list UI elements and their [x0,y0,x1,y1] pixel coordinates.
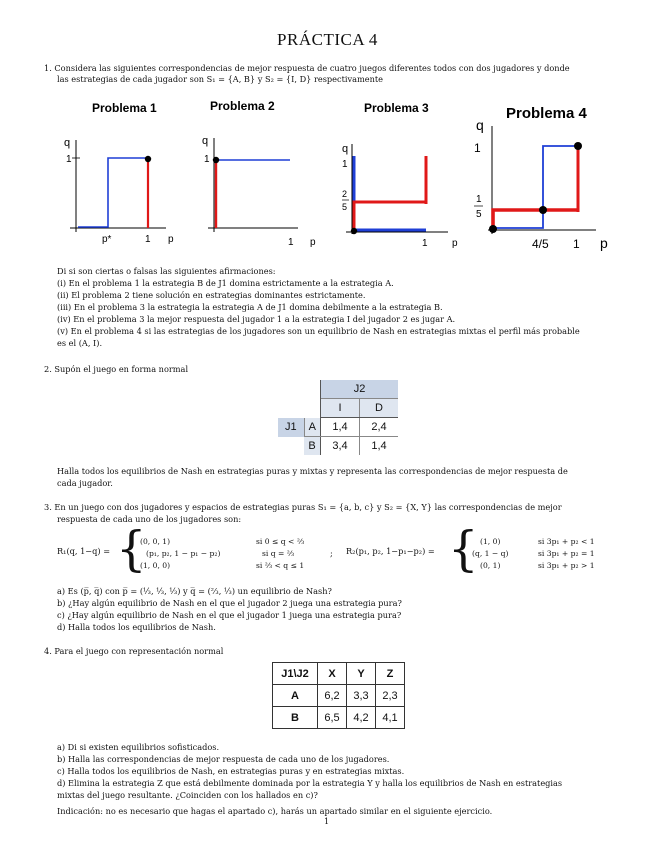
q1-item: (v) En el problema 4 si las estrategias de los jugadores son un equilibrio de Nash en estrategias mixtas el perfil más probable [57,326,580,336]
r2-label: R₂(p₁, p₂, 1−p₁−p₂) = [346,546,435,556]
chart-problema-3 [336,96,466,251]
q1-intro-line1: 1. Considera las siguientes correspondencias de mejor respuesta de cuatro juegos diferentes todos con dos jugadores y donde [44,63,570,73]
empty-cell [278,437,304,456]
table-cell: 4,2 [347,707,376,729]
chart-xlabel: p [600,235,608,251]
r2-cond: si 3p₁ + p₂ > 1 [538,561,595,570]
q2-text-line2: cada jugador. [57,478,113,488]
row-header: A [273,685,318,707]
q4-indication: Indicación: no es necesario que hagas el apartado c), harás un apartado similar en el siguiente ejercicio. [57,806,493,816]
empty-cell [278,380,304,399]
page-number: 1 [324,816,330,826]
chart-ylabel: q [476,117,484,133]
r1-brace: { [116,521,147,577]
chart-ylabel: q [202,135,209,147]
r1-cond: si 0 ≤ q < ⅔ [256,537,305,546]
ytick-den: 5 [476,209,482,220]
table-cell: 3,3 [347,685,376,707]
r2-case: (1, 0) [480,537,501,546]
br-blue-line [493,146,578,228]
r2-brace: { [448,521,479,577]
q1-prompt: Di si son ciertas o falsas las siguientes afirmaciones: [57,266,276,276]
xtick: 1 [422,238,428,249]
q2-payoff-table [278,380,398,455]
r2-case: (q, 1 − q) [472,549,509,558]
table-cell: 6,2 [318,685,347,707]
q3-intro-line2: respuesta de cada uno de los jugadores son: [57,514,242,524]
r1-cond: si ⅔ < q ≤ 1 [256,561,305,570]
q3-item: b) ¿Hay algún equilibrio de Nash en el que el jugador 2 juega una estrategia pura? [57,598,402,608]
xtick: 1 [288,237,294,248]
table-cell: 1,4 [371,440,387,452]
table-cell: 4,1 [376,707,405,729]
br-red-line-lower [493,210,578,230]
xtick: 4/5 [532,237,549,251]
chart-ylabel: q [342,143,349,155]
equilibrium-point [539,206,547,214]
page-title: PRÁCTICA 4 [277,30,378,49]
ytick: 1 [66,154,72,165]
q4-intro: 4. Para el juego con representación normal [44,646,224,656]
chart-title: Problema 4 [506,105,587,122]
col-header: Y [347,663,376,685]
chart-title: Problema 3 [364,101,429,115]
r2-cond: si 3p₁ + p₂ = 1 [538,549,595,558]
player2-header: J2 [321,380,399,399]
q1-item: es el (A, I). [57,338,103,348]
q2-text-line1: Halla todos los equilibrios de Nash en estrategias puras y mixtas y representa las correspondencias de mejor respuesta de [57,466,568,476]
r1-case: (1, 0, 0) [140,561,171,570]
q1-item: (ii) El problema 2 tiene solución en estrategias dominantes estrictamente. [57,290,366,300]
chart-title: Problema 2 [210,99,275,113]
table-cell: 6,5 [318,707,347,729]
q4-item: b) Halla las correspondencias de mejor respuesta de cada uno de los jugadores. [57,754,390,764]
chart-problema-4 [468,96,618,256]
row-header: B [273,707,318,729]
chart-xlabel: p [452,238,458,249]
ytick-num: 2 [342,189,348,199]
col-header: D [360,399,399,418]
q4-item: a) Di si existen equilibrios sofisticados. [57,742,220,752]
xtick: 1 [573,237,580,251]
equilibrium-point [489,225,497,233]
row-header: B [304,437,321,456]
q3-item: c) ¿Hay algún equilibrio de Nash en el que el jugador 1 juega una estrategia pura? [57,610,402,620]
col-header: X [318,663,347,685]
col-header: I [321,399,360,418]
r1-case: (p₁, p₂, 1 − p₁ − p₂) [146,549,221,558]
q3-intro-line1: 3. En un juego con dos jugadores y espacios de estrategias puras S₁ = {a, b, c} y S₂ = {X, Y} las correspondencias de mejor [44,502,562,512]
q1-item: (i) En el problema 1 la estrategia B de J1 domina estrictamente a la estrategia A. [57,278,394,288]
chart-xlabel: p [310,237,316,248]
ytick: 1 [342,159,348,170]
empty-cell [304,380,321,399]
ytick: 1 [474,141,481,155]
chart-problema-2 [198,96,328,248]
xtick: 1 [145,234,151,245]
q4-item: c) Halla todos los equilibrios de Nash, en estrategias puras y en estrategias mixtas. [57,766,405,776]
r1-cond: si q = ⅔ [262,549,295,558]
table-cell: 3,4 [321,437,360,456]
chart-title: Problema 1 [92,101,157,115]
chart-problema-1 [58,96,188,248]
xtick: p* [102,234,112,245]
q1-item: (iii) En el problema 3 la estrategia la estrategia A de J1 domina debilmente a la estrategia B. [57,302,443,312]
equilibrium-point [213,157,219,163]
equilibrium-point [351,228,357,234]
table-cell: 2,4 [360,418,399,437]
q4-item: mixtas del juego resultante. ¿Coinciden con los hallados en c)? [57,790,318,800]
r1-case: (0, 0, 1) [140,537,171,546]
ytick-num: 1 [476,194,482,205]
r2-cond: si 3p₁ + p₂ < 1 [538,537,595,546]
q2-intro: 2. Supón el juego en forma normal [44,364,189,374]
equilibrium-point [574,142,582,150]
equilibrium-point [145,156,151,162]
q1-intro-line2: las estrategias de cada jugador son S₁ = {A, B} y S₂ = {I, D} respectivamente [57,74,384,84]
empty-cell [304,399,321,418]
player1-header: J1 [278,418,304,437]
table-cell: 1,4 [321,418,360,437]
q3-item: d) Halla todos los equilibrios de Nash. [57,622,216,632]
col-header: Z [376,663,405,685]
q4-item: d) Elimina la estrategia Z que está debilmente dominada por la estrategia Y y halla los equilibrios de Nash en estrategias [57,778,563,788]
br-blue-line [78,158,148,227]
br-red-line-lower [354,202,426,231]
chart-xlabel: p [168,234,174,245]
chart-ylabel: q [64,137,71,149]
q4-payoff-table [272,662,405,729]
r1-label: R₁(q, 1−q) = [57,546,111,556]
ytick-den: 5 [342,202,348,212]
q1-item: (iv) En el problema 3 la mejor respuesta del jugador 1 a la estrategia I del jugador 2 es jugar A. [57,314,456,324]
table-cell: 2,3 [376,685,405,707]
corner-header: J1\J2 [273,663,318,685]
r2-case: (0, 1) [480,561,501,570]
empty-cell [278,399,304,418]
ytick: 1 [204,154,210,165]
row-header: A [304,418,321,437]
q3-item: a) Es (p̅, q̅) con p̅ = (⅓, ⅓, ⅓) y q̅ = (⅔, ⅓) un equilibrio de Nash? [57,586,332,596]
separator: ; [330,548,333,558]
